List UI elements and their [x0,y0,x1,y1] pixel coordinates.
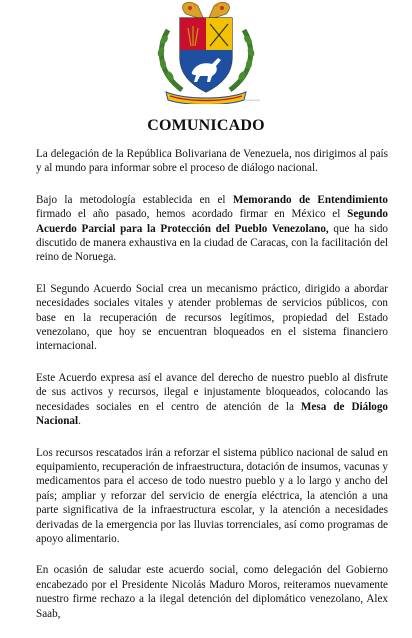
bold-text-run: Mesa de Diálogo Nacional [36,400,389,428]
paragraph [36,147,388,176]
bold-text-run: Memorando de Entendimiento [232,193,388,206]
text-run: . [78,415,81,428]
text-run: En ocasión de saludar este acuerdo social, como delegación del Gobierno encabezado por el Presidente Nicolás Maduro Moros, reiteramos nuevamente nuestro firme rechazo a la ilegal detención del diplomático venezolano, Alex Saab, [36,564,388,620]
paragraph [36,282,388,354]
coat-caption: Venezuela [244,98,260,102]
text-run: Los recursos rescatados irán a reforzar el sistema público nacional de salud en equipamiento, recuperación de infraestructura, dotación de insumos, vacunas y medicamentos para el acceso de todo nuestro pueblo y a lo largo y ancho del país; ampliar y reforzar del servicio de energía eléctrica, la atención a una parte significativa de la infraestructura escolar, y la atención a necesidades derivadas de la emergencia por las lluvias torrenciales, así como programas de apoyo alimentario. [36,446,388,545]
text-run: que ha sido discutido de manera exhaustiva en la ciudad de Caracas, con la facilitación del reino de Noruega. [36,222,388,264]
coat-of-arms-icon [146,0,266,104]
text-run: firmado el año pasado, hemos acordado firmar en México el [36,208,348,221]
paragraph [36,193,388,265]
paragraph [36,446,388,547]
document-body [36,147,388,638]
document-title: COMUNICADO [147,117,265,134]
text-run: Este Acuerdo expresa así el avance del derecho de nuestro pueblo al disfrute de sus activos y recursos, ilegal e injustamente bloqueados, colocando las necesidades sociales en el centro de atención de la [36,371,388,413]
text-run: La delegación de la República Bolivariana de Venezuela, nos dirigimos al país y al mundo para informar sobre el proceso de diálogo nacional. [36,148,388,175]
paragraph [36,371,388,429]
bold-text-run: Segundo Acuerdo Parcial para la Protección del Pueblo Venezolano, [36,208,388,235]
text-run: El Segundo Acuerdo Social crea un mecanismo práctico, dirigido a abordar necesidades sociales vitales y atender problemas de servicios públicos, con base en la recuperación de recursos legítimos, propiedad del Estado venezolano, que hoy se encuentran bloqueados en el sistema financiero internacional. [36,282,388,353]
paragraph [36,563,388,621]
text-run: Bajo la metodología establecida en el [36,193,233,206]
